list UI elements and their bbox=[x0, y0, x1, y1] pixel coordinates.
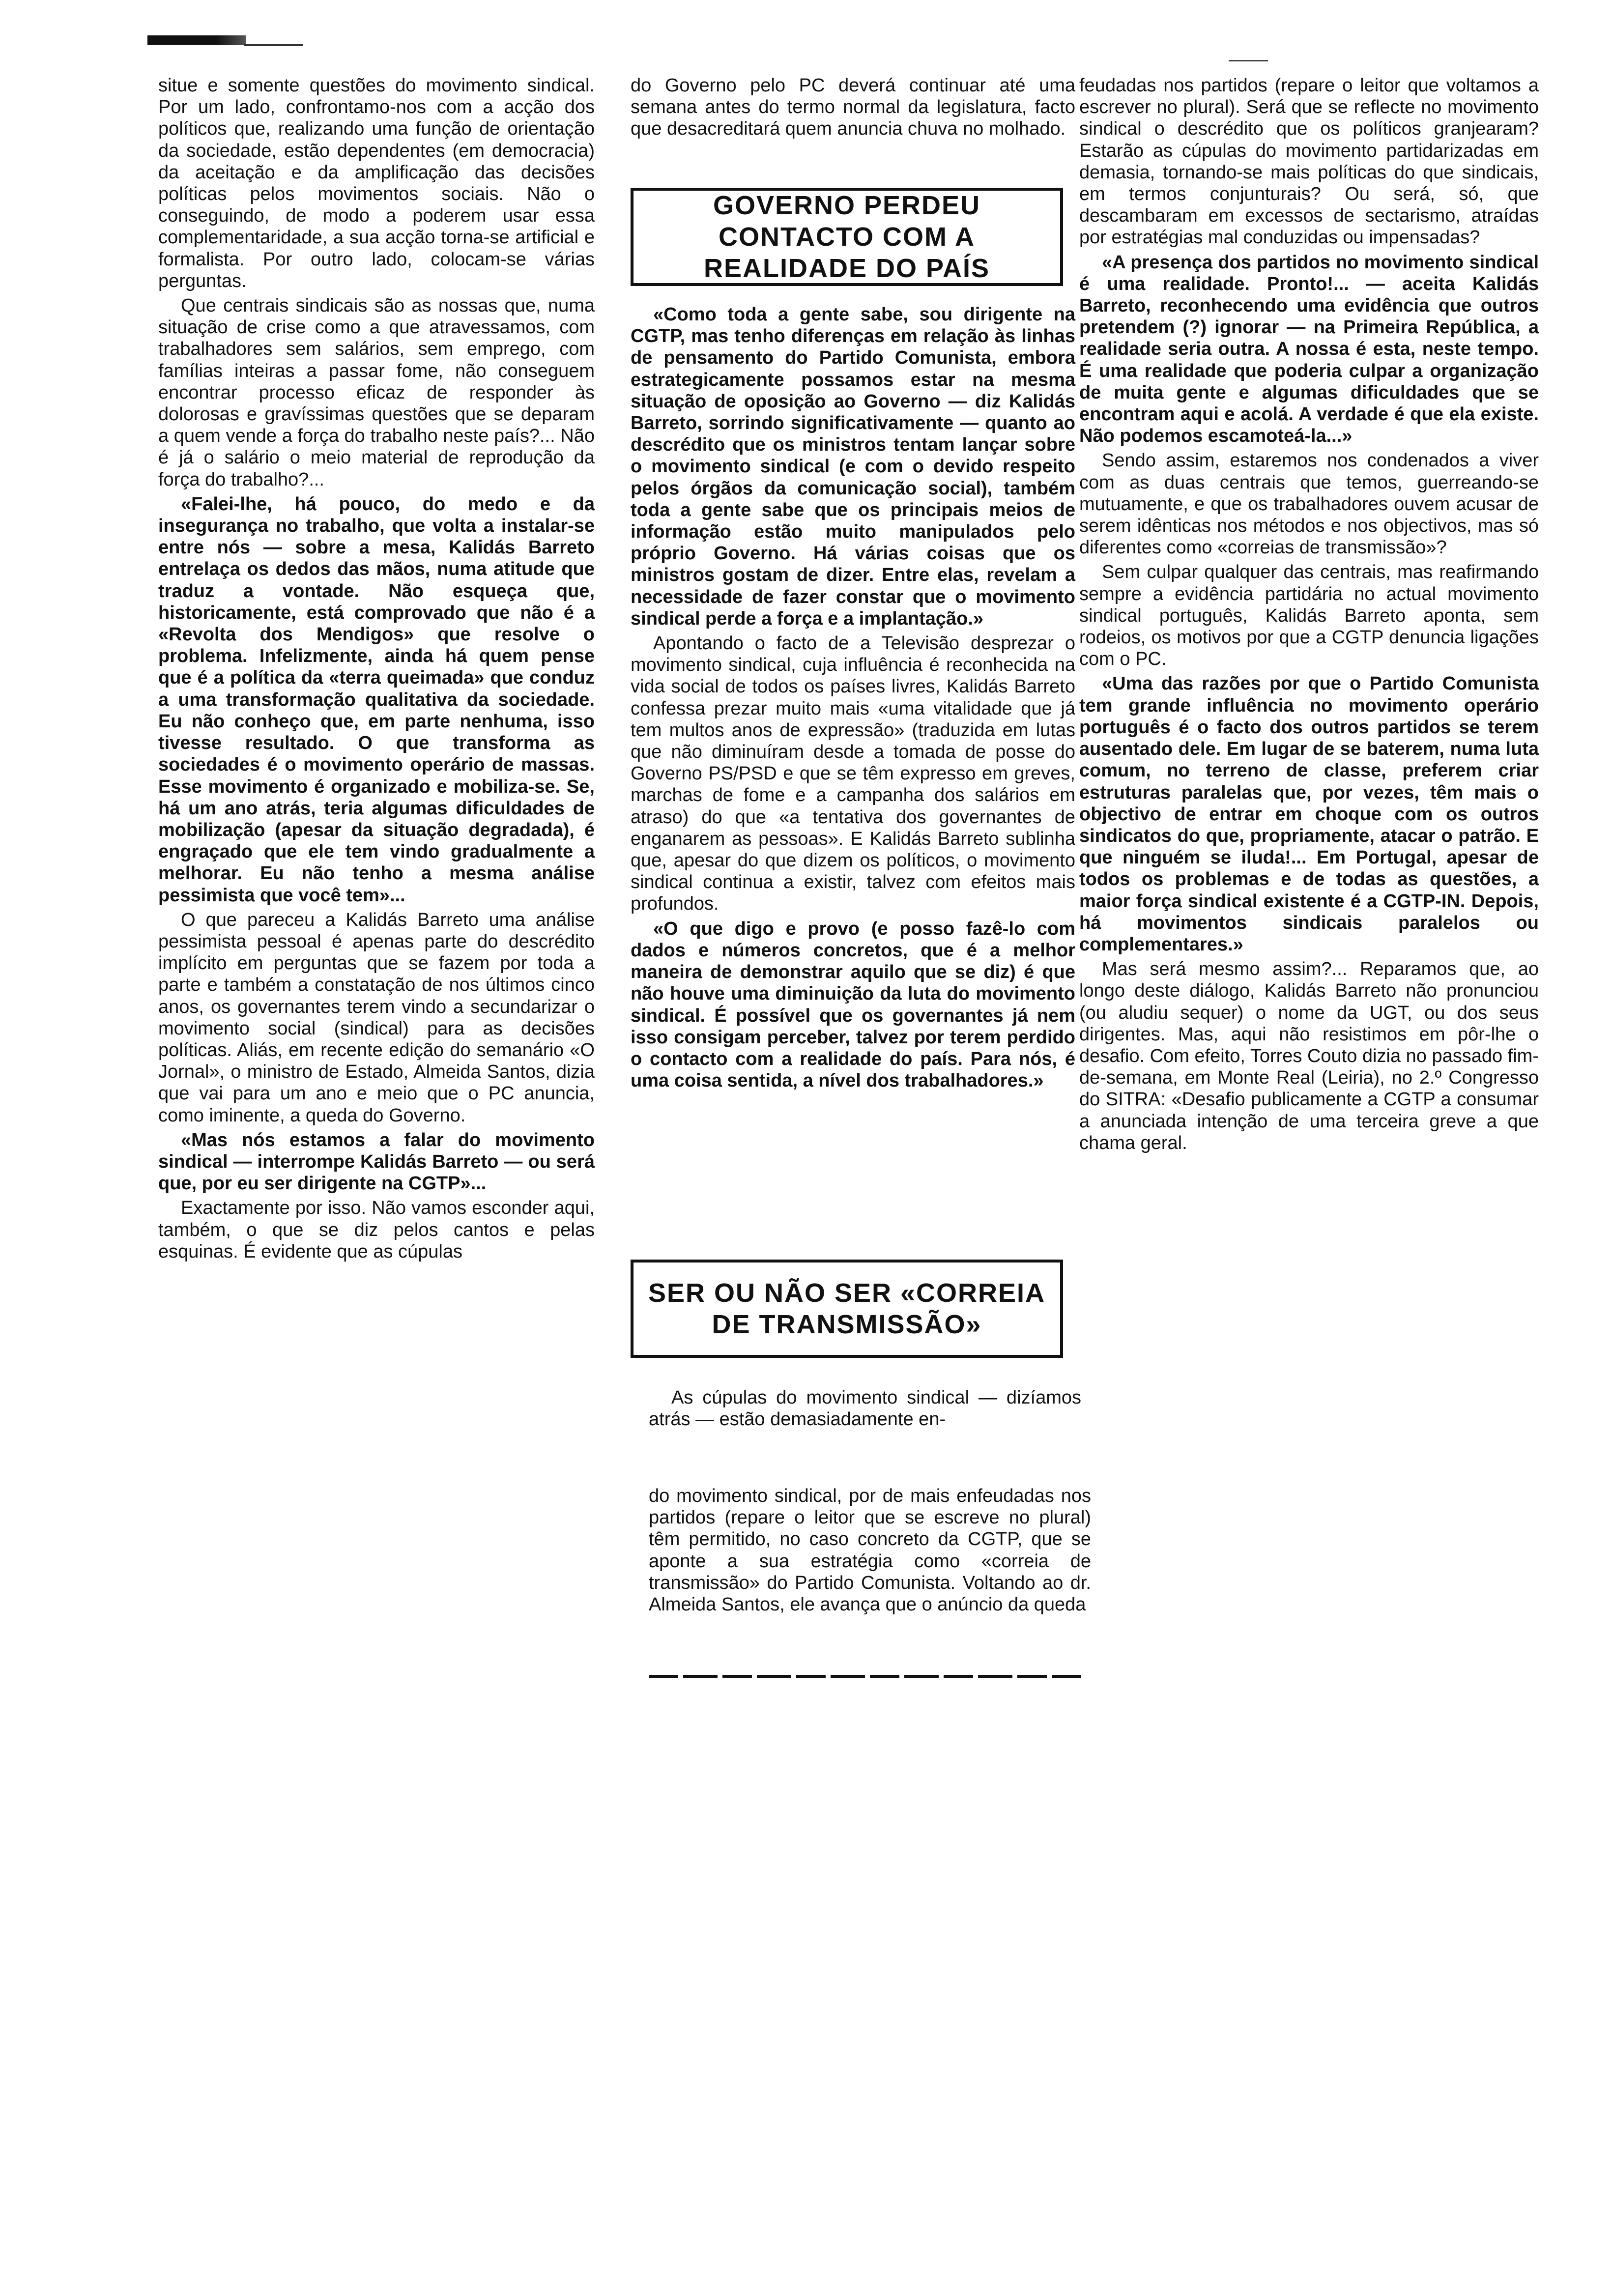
col2-quote: «O que digo e provo (e posso fazê-lo com dados e números concretos, que é a melhor maneira de demonstrar aquilo que se diz) é que não houve uma diminuição da luta do movimento sindical. É possível que os governantes já nem isso consigam perceber, talvez por terem perdido o contacto com a realidade do país. Para nós, é uma coisa sentida, a nível dos trabalhadores.» bbox=[631, 918, 1075, 1091]
col2-paragraph: As cúpulas do movimento sindical — dizíamos atrás — estão demasiadamente en- bbox=[649, 1387, 1081, 1430]
bottom-dashed-rule bbox=[649, 1675, 1081, 1678]
top-right-rule bbox=[1229, 60, 1268, 61]
col3-quote: «Uma das razões por que o Partido Comunista tem grande influência no movimento operário português é o facto dos outros partidos se terem ausentado dele. Em lugar de se baterem, numa luta comum, no terreno de classe, preferem criar estruturas paralelas que, por vezes, têm mais o objectivo de entrar em choque com os outros sindicatos do que, propriamente, atacar o patrão. E que ninguém se iluda!... Em Portugal, apesar de todos os problemas e de todas as questões, a maior força sindical existente é a CGTP-IN. Depois, há movimentos sindicais paralelos ou complementares.» bbox=[1079, 673, 1539, 955]
page-corner-mark-tail bbox=[244, 44, 303, 46]
col3-paragraph: Sendo assim, estaremos nos condenados a viver com as duas centrais que temos, guerreando-se mutuamente, e que os trabalhadores ouvem acusar de serem idênticas nos métodos e nos objectivos, mas só diferentes como «correias de transmissão»? bbox=[1079, 450, 1539, 558]
col1-quote: «Falei-lhe, há pouco, do medo e da insegurança no trabalho, que volta a instalar-se entre nós — sobre a mesa, Kalidás Barreto entrelaça os dedos das mãos, numa atitude que traduz a vontade. Não esqueça que, historicamente, está comprovado que não é a «Revolta dos Mendigos» que resolve o problema. Infelizmente, ainda há quem pense que é a política da «terra queimada» que conduz a uma transformação qualitativa da sociedade. Eu não conheço que, em parte nenhuma, isso tivesse resultado. O que transforma as sociedades é o movimento operário de massas. Esse movimento é organizado e mobiliza-se. Se, há um ano atrás, teria algumas dificuldades de mobilização (apesar da situação degradada), é engraçado que ele tem vindo gradualmente a melhorar. Eu não tenho a mesma análise pessimista que você tem»... bbox=[158, 493, 595, 906]
col3-paragraph: Sem culpar qualquer das centrais, mas reafirmando sempre a evidência partidária no actual movimento sindical português, Kalidás Barreto aponta, sem rodeios, os motivos por que a CGTP denuncia ligações com o PC. bbox=[1079, 562, 1539, 670]
column-2 bbox=[631, 75, 1075, 143]
column-3 bbox=[1079, 75, 1539, 1157]
column-1 bbox=[158, 75, 595, 1265]
col3-quote: «A presença dos partidos no movimento sindical é uma realidade. Pronto!... — aceita Kalidás Barreto, reconhecendo uma evidência que outros pretendem (?) ignorar — na Primeira República, a realidade seria outra. A nossa é esta, neste tempo. É uma realidade que poderia culpar a organização de muita gente e algumas dificuldades que se encontram aqui e acolá. A verdade é que ela existe. Não podemos escamoteá-la...» bbox=[1079, 252, 1539, 447]
page-corner-mark bbox=[147, 35, 246, 45]
section-heading-governo bbox=[631, 188, 1063, 286]
heading-text: GOVERNO PERDEU CONTACTO COM A REALIDADE DO PAÍS bbox=[703, 191, 990, 283]
col3-paragraph: Mas será mesmo assim?... Reparamos que, ao longo deste diálogo, Kalidás Barreto não pronunciou (ou aludiu sequer) o nome da UGT, ou dos seus dirigentes. Mas, aqui não resistimos em pôr-lhe o desafio. Com efeito, Torres Couto dizia no passado fim-de-semana, em Monte Real (Leiria), no 2.º Congresso do SITRA: «Desafio publicamente a CGTP a consumar a anunciada intenção de uma terceira greve a que chama geral. bbox=[1079, 959, 1539, 1153]
heading-text: SER OU NÃO SER «CORREIA DE TRANSMISSÃO» bbox=[648, 1278, 1046, 1339]
col2-quote: «Como toda a gente sabe, sou dirigente na CGTP, mas tenho diferenças em relação às linhas de pensamento do Partido Comunista, embora estrategicamente possamos estar na mesma situação de oposição ao Governo — diz Kalidás Barreto, sorrindo significativamente — quanto ao descrédito que os ministros tentam lançar sobre o movimento sindical (e com o devido respeito pelos órgãos da comunicação social), também toda a gente sabe que os principais meios de informação estão muito manipulados pelo próprio Governo. Há várias coisas que os ministros gostam de dizer. Entre elas, revelam a necessidade de fazer constar que o movimento sindical perde a força e a implantação.» bbox=[631, 304, 1075, 629]
col2-intro: do Governo pelo PC deverá continuar até uma semana antes do termo normal da legislatura, facto que desacreditará quem anuncia chuva no molhado. bbox=[631, 75, 1075, 140]
section-heading-correia bbox=[631, 1260, 1063, 1358]
col1-paragraph: Que centrais sindicais são as nossas que, numa situação de crise como a que atravessamos, com trabalhadores sem salários, sem emprego, com famílias inteiras a passar fome, não conseguem encontrar processo eficaz de responder às dolorosas e gravíssimas questões que se deparam a quem vende a força do trabalho neste país?... Não é já o salário o meio material de reprodução da força do trabalho?... bbox=[158, 295, 595, 490]
col2-paragraph: Apontando o facto de a Televisão desprezar o movimento sindical, cuja influência é reconhecida na vida social de todos os países livres, Kalidás Barreto confessa prezar muito mais «uma vitalidade que já tem multos anos de expressão» (traduzida em lutas que não diminuíram desde a tomada de posse do Governo PS/PSD e que se têm expresso em greves, marchas de fome e a campanha dos salários em atraso) do que «a tentativa dos governantes de enganarem as pessoas». E Kalidás Barreto sublinha que, apesar do que dizem os políticos, o movimento sindical continua a existir, talvez com efeitos mais profundos. bbox=[631, 633, 1075, 915]
col1-paragraph: situe e somente questões do movimento sindical. Por um lado, confrontamo-nos com a acção dos políticos que, realizando uma função de orientação da sociedade, estão dependentes (em democracia) da aceitação e da amplificação das decisões políticas pelos movimentos sociais. Não o conseguindo, de modo a poderem usar essa complementaridade, a sua acção torna-se artificial e formalista. Por outro lado, colocam-se várias perguntas. bbox=[158, 75, 595, 291]
col2-continuation-text: do movimento sindical, por de mais enfeudadas nos partidos (repare o leitor que se escreve no plural) têm permitido, no caso concreto da CGTP, que se aponte a sua estratégia como «correia de transmissão» do Partido Comunista. Voltando ao dr. Almeida Santos, ele avança que o anúncio da queda bbox=[649, 1486, 1091, 1615]
col3-paragraph: feudadas nos partidos (repare o leitor que voltamos a escrever no plural). Será que se reflecte no movimento sindical o descrédito que os políticos granjearam? Estarão as cúpulas do movimento partidarizadas em demasia, tornando-se mais políticas do que sindicais, em termos conjunturais? Ou será, só, que descambaram em excessos de sectarismo, atraídas por estratégias mal conduzidas ou impensadas? bbox=[1079, 75, 1539, 248]
column-2-continuation bbox=[649, 1485, 1091, 1618]
column-2-body bbox=[631, 304, 1075, 1094]
column-2-after-heading bbox=[649, 1387, 1081, 1433]
col1-paragraph: Exactamente por isso. Não vamos esconder aqui, também, o que se diz pelos cantos e pelas esquinas. É evidente que as cúpulas bbox=[158, 1198, 595, 1262]
col1-paragraph: O que pareceu a Kalidás Barreto uma análise pessimista pessoal é apenas parte do descrédito implícito em perguntas que se fazem por toda a parte e também a constatação de nos últimos cinco anos, os governantes terem vindo a secundarizar o movimento social (sindical) para as decisões políticas. Aliás, em recente edição do semanário «O Jornal», o ministro de Estado, Almeida Santos, dizia que vai para um ano e meio que o PC anuncia, como iminente, a queda do Governo. bbox=[158, 909, 595, 1126]
col1-quote: «Mas nós estamos a falar do movimento sindical — interrompe Kalidás Barreto — ou será que, por eu ser dirigente na CGTP»... bbox=[158, 1129, 595, 1194]
